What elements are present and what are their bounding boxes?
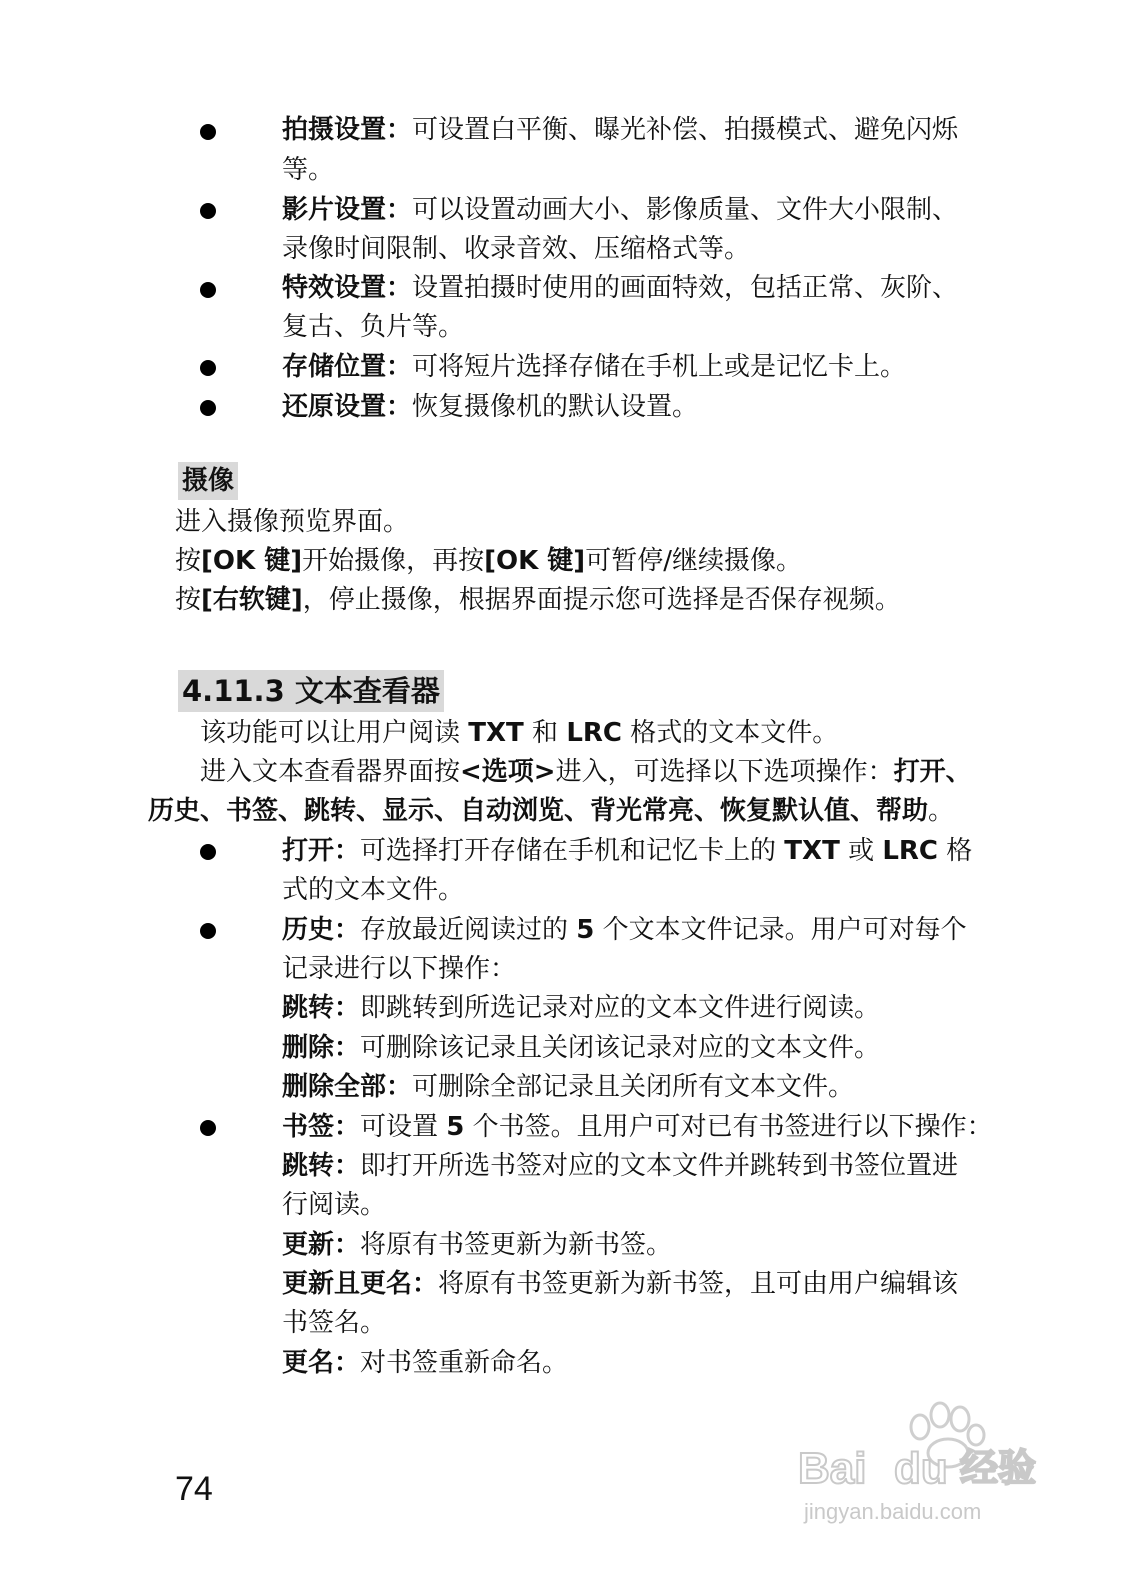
sub-item-continuation: 书签名。 (282, 1308, 387, 1338)
paragraph: 历史、书签、跳转、显示、自动浏览、背光常亮、恢复默认值、帮助。 (148, 796, 955, 826)
list-item: 存储位置：可将短片选择存储在手机上或是记忆卡上。 (282, 352, 907, 382)
list-item-continuation: 复古、负片等。 (282, 312, 465, 342)
bullet-icon (200, 923, 216, 939)
list-item-continuation: 录像时间限制、收录音效、压缩格式等。 (282, 234, 751, 264)
paragraph: 该功能可以让用户阅读 TXT 和 LRC 格式的文本文件。 (200, 718, 839, 748)
bullet-icon (200, 124, 216, 140)
list-item-history: 历史：存放最近阅读过的 5 个文本文件记录。用户可对每个 (282, 915, 967, 945)
sub-item: 更新：将原有书签更新为新书签。 (282, 1230, 673, 1260)
list-item: 特效设置：设置拍摄时使用的画面特效，包括正常、灰阶、 (282, 273, 959, 303)
sub-item: 删除全部：可删除全部记录且关闭所有文本文件。 (282, 1072, 855, 1102)
paw-icon (790, 1395, 1070, 1535)
watermark-brand-du: du (894, 1444, 948, 1493)
bullet-icon (200, 203, 216, 219)
list-item: 还原设置：恢复摄像机的默认设置。 (282, 392, 699, 422)
list-item-continuation: 式的文本文件。 (282, 875, 465, 905)
list-item: 拍摄设置：可设置白平衡、曝光补偿、拍摄模式、避免闪烁 (282, 115, 959, 145)
list-item-continuation: 记录进行以下操作： (282, 954, 517, 984)
sub-item: 跳转：即打开所选书签对应的文本文件并跳转到书签位置进 (282, 1151, 959, 1181)
watermark-cn: 经验 (960, 1446, 1037, 1490)
sub-item: 跳转：即跳转到所选记录对应的文本文件进行阅读。 (282, 993, 881, 1023)
watermark-url: jingyan.baidu.com (804, 1499, 982, 1524)
sub-item: 更新且更名：将原有书签更新为新书签，且可由用户编辑该 (282, 1269, 959, 1299)
paragraph: 按[右软键]，停止摄像，根据界面提示您可选择是否保存视频。 (175, 585, 901, 615)
sub-item-continuation: 行阅读。 (282, 1190, 387, 1220)
bullet-icon (200, 360, 216, 376)
section-heading-video: 摄像 (178, 462, 238, 500)
baidu-jingyan-watermark (790, 1395, 1070, 1535)
list-item-open: 打开：可选择打开存储在手机和记忆卡上的 TXT 或 LRC 格 (282, 836, 973, 866)
bullet-icon (200, 1120, 216, 1136)
list-item-bookmark: 书签：可设置 5 个书签。且用户可对已有书签进行以下操作： (282, 1112, 993, 1142)
sub-item: 删除：可删除该记录且关闭该记录对应的文本文件。 (282, 1033, 881, 1063)
paragraph: 进入摄像预览界面。 (175, 507, 410, 537)
watermark-brand: Bai (798, 1444, 867, 1493)
paragraph: 按[OK 键]开始摄像，再按[OK 键]可暂停/继续摄像。 (175, 546, 802, 576)
bullet-icon (200, 282, 216, 298)
paragraph: 进入文本查看器界面按<选项>进入，可选择以下选项操作：打开、 (200, 757, 972, 787)
list-item-continuation: 等。 (282, 155, 335, 185)
bullet-icon (200, 400, 216, 416)
sub-item: 更名：对书签重新命名。 (282, 1348, 569, 1378)
page-number: 74 (175, 1470, 213, 1508)
list-item: 影片设置：可以设置动画大小、影像质量、文件大小限制、 (282, 195, 959, 225)
section-heading-text-viewer: 4.11.3 文本查看器 (178, 670, 444, 712)
bullet-icon (200, 844, 216, 860)
